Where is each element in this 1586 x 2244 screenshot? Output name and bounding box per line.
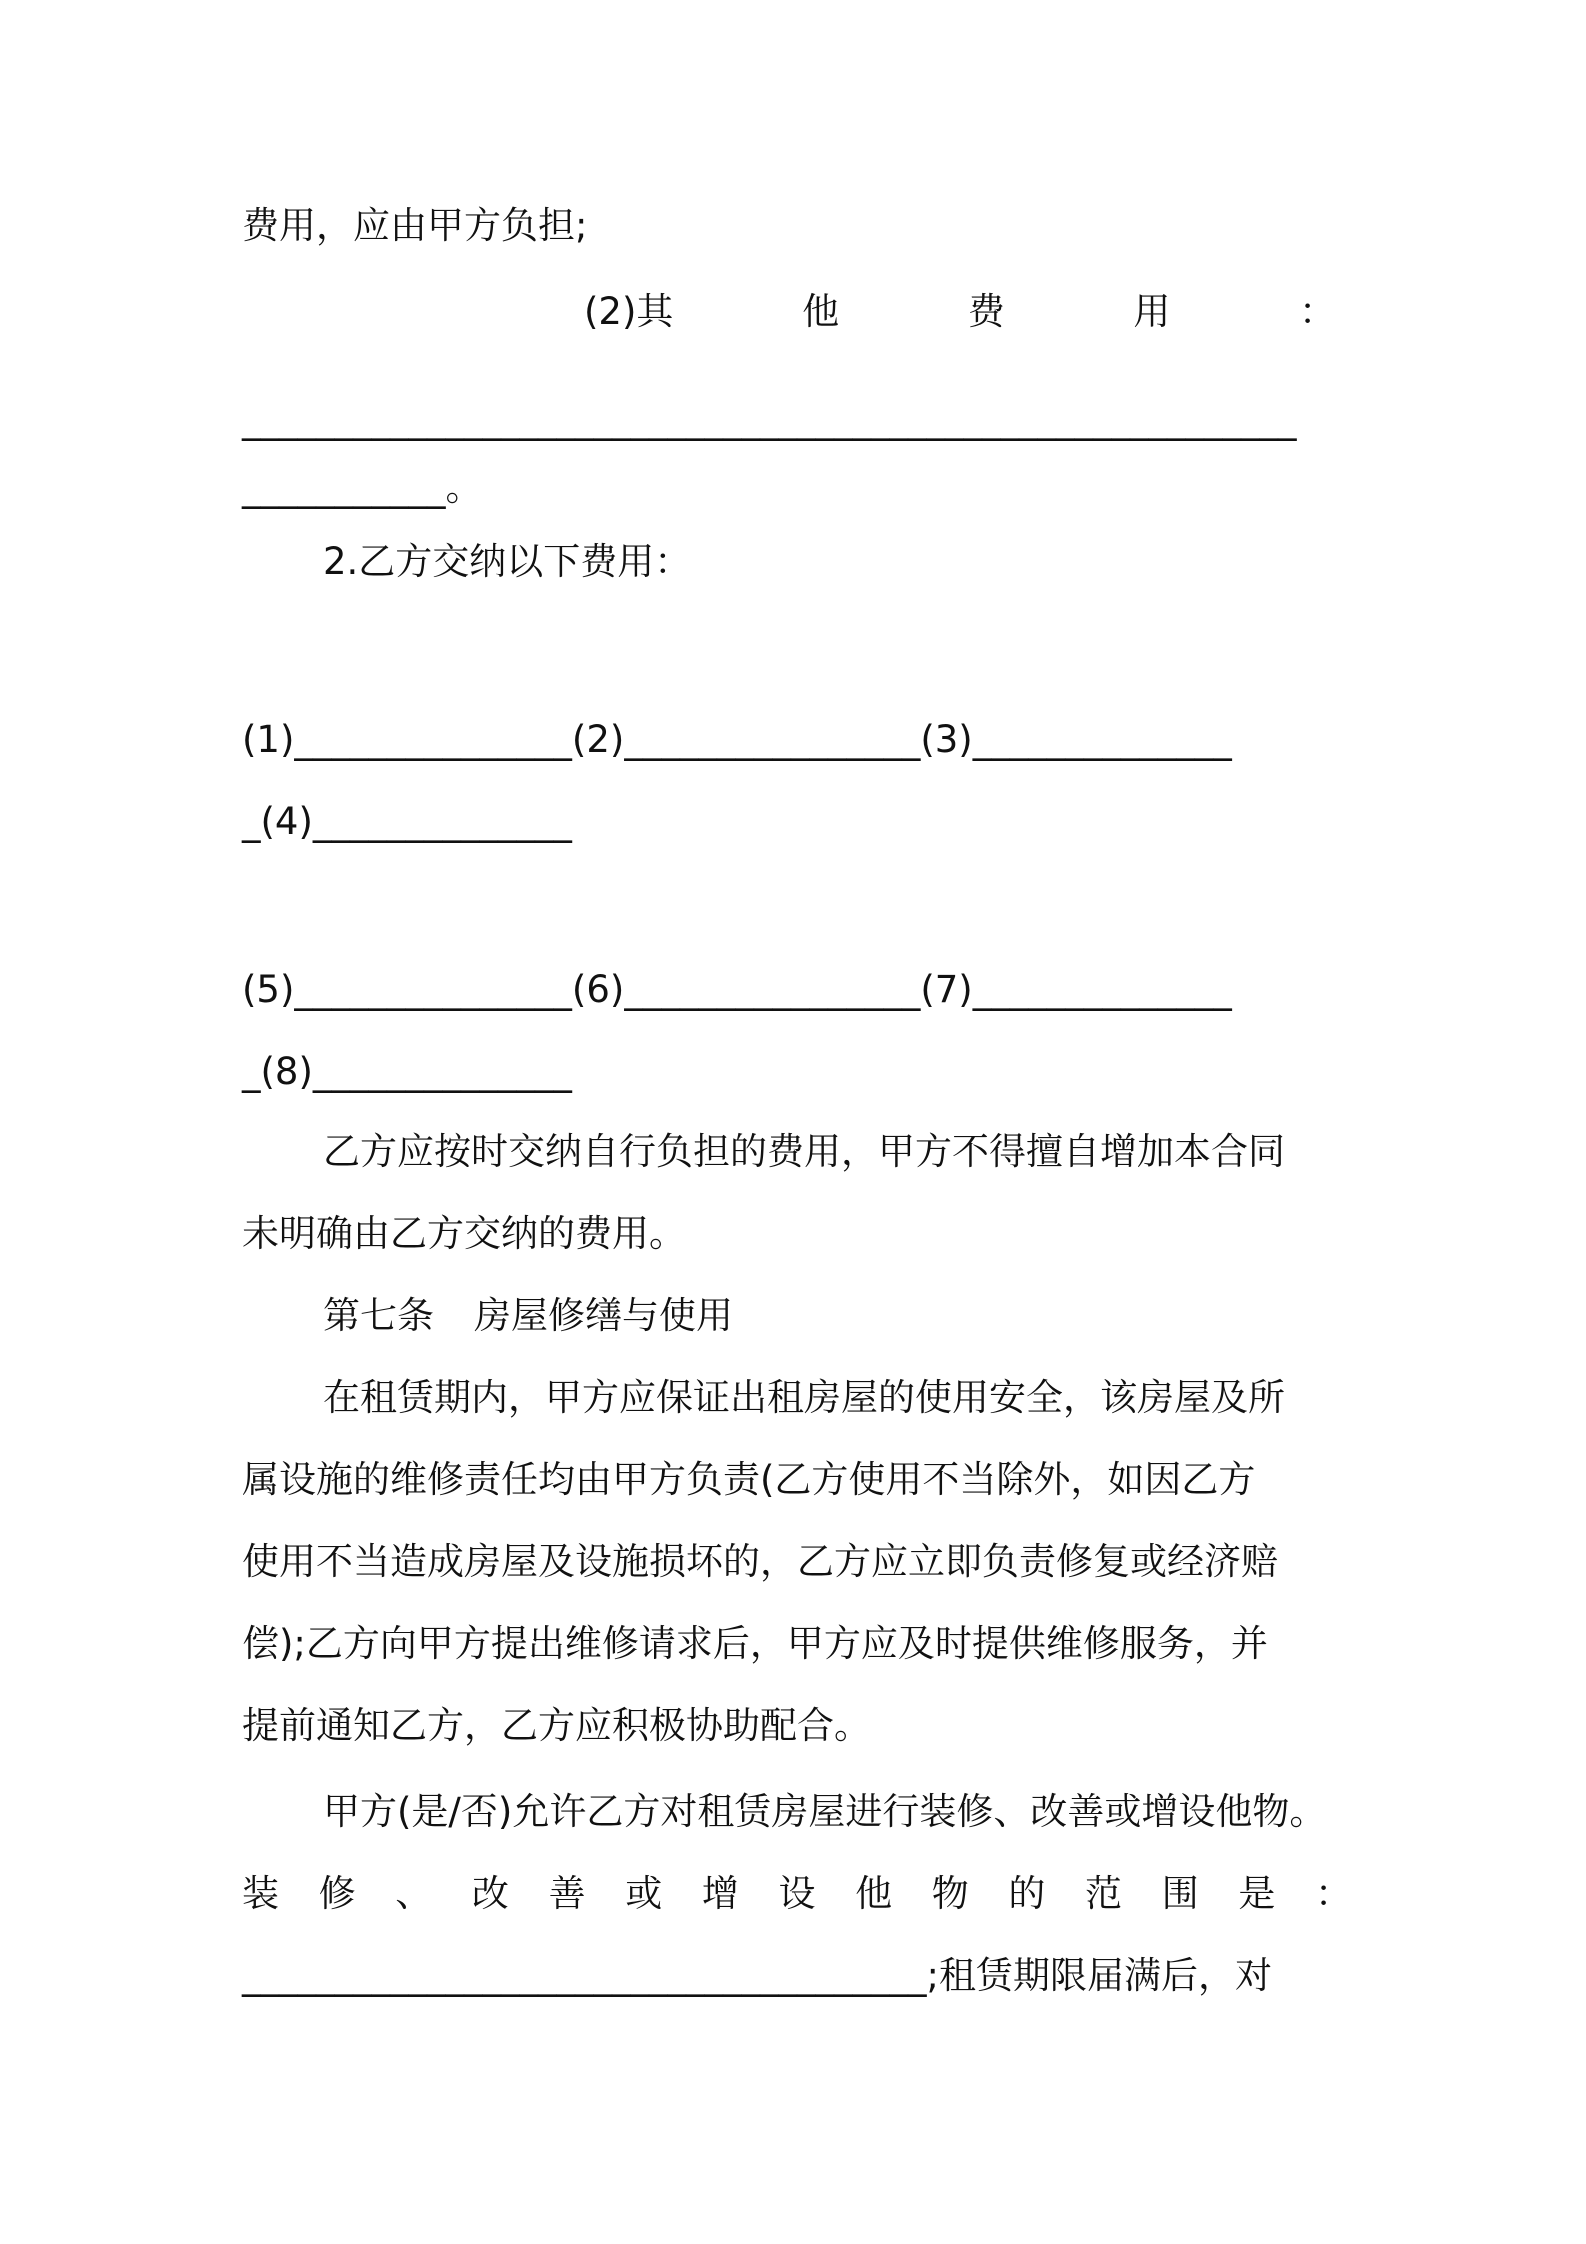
scope-char: 改	[471, 1872, 509, 1915]
renovation-scope-line	[242, 1870, 1352, 1918]
scope-char: 是	[1238, 1872, 1276, 1915]
other-fees-part: ：	[1298, 290, 1336, 333]
other-fees-part: 他	[802, 290, 840, 333]
scope-char: 或	[625, 1872, 663, 1915]
scope-char: 的	[1008, 1872, 1046, 1915]
other-fees-part: 费	[967, 290, 1005, 333]
other-fees-line	[584, 288, 1336, 336]
repair-paragraph-line-3: 使用不当造成房屋及设施损坏的，乙方应立即负责修复或经济赔	[242, 1540, 1278, 1583]
article-7-heading	[323, 1292, 1352, 1340]
scope-char: 物	[931, 1872, 969, 1915]
other-fees-part: 用	[1133, 290, 1171, 333]
scope-char: 增	[701, 1872, 739, 1915]
renovation-paragraph-line-1: 甲方(是/否)允许乙方对租赁房屋进行装修、改善或增设他物。	[323, 1790, 1327, 1833]
scope-char: 装	[242, 1872, 279, 1915]
renovation-paragraph-line-3: _____________________________________;租赁期限届满后，对	[242, 1954, 1272, 1997]
fee-item-4: _(4)______________	[242, 800, 572, 843]
section-2-heading: 2.乙方交纳以下费用：	[323, 540, 692, 583]
scope-char: 善	[548, 1872, 586, 1915]
repair-paragraph-line-1: 在租赁期内，甲方应保证出租房屋的使用安全，该房屋及所	[323, 1376, 1285, 1419]
paragraph-fees-line-2: 未明确由乙方交纳的费用。	[242, 1212, 686, 1255]
repair-paragraph-line-2: 属设施的维修责任均由甲方负责(乙方使用不当除外，如因乙方	[242, 1458, 1256, 1501]
repair-paragraph-line-4: 偿);乙方向甲方提出维修请求后，甲方应及时提供维修服务，并	[242, 1622, 1268, 1665]
scope-char: 范	[1085, 1872, 1123, 1915]
scope-char: 设	[778, 1872, 816, 1915]
fee-items-5-7: (5)_______________(6)________________(7)______________	[242, 968, 1232, 1011]
article-number: 第七条	[323, 1294, 434, 1337]
scope-char: 修	[318, 1872, 356, 1915]
fee-items-1-3: (1)_______________(2)________________(3)______________	[242, 718, 1232, 761]
other-fees-part: (2)其	[584, 290, 674, 333]
paragraph-fees-line-1: 乙方应按时交纳自行负担的费用，甲方不得擅自增加本合同	[323, 1130, 1285, 1173]
scope-char: 他	[855, 1872, 893, 1915]
blank-line-other-fees-end: ___________。	[242, 466, 483, 509]
repair-paragraph-line-5: 提前通知乙方，乙方应积极协助配合。	[242, 1704, 871, 1747]
blank-line-other-fees: _________________________________________________________	[242, 398, 1297, 441]
text-line-1: 费用，应由甲方负担;	[242, 204, 588, 247]
scope-char: ：	[1314, 1872, 1352, 1915]
scope-char: 围	[1161, 1872, 1199, 1915]
scope-char: 、	[395, 1872, 433, 1915]
fee-item-8: _(8)______________	[242, 1050, 572, 1093]
article-title: 房屋修缮与使用	[474, 1294, 733, 1337]
